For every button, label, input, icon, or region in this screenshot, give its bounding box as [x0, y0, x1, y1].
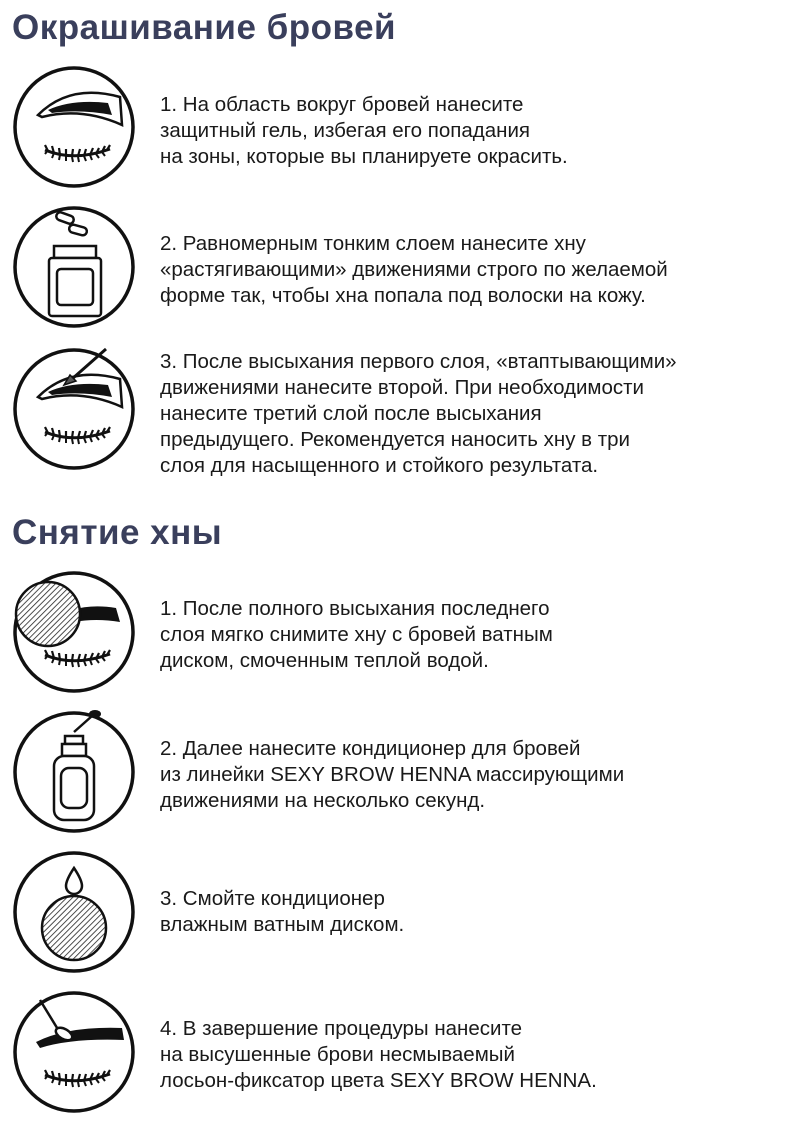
fixer-eyebrow-icon [12, 990, 136, 1114]
water-drop-cotton-pad-icon [12, 850, 136, 974]
section-title-removal: Снятие хны [12, 513, 223, 552]
coloring-step-2-text: 2. Равномерным тонким слоем нанесите хну «растягивающими» движениями строго по желаемой форме так, чтобы хна попала под волоски на кожу. [160, 232, 668, 307]
coloring-step-1-text: 1. На область вокруг бровей нанесите защитный гель, избегая его попадания на зоны, которые вы планируете окрасить. [160, 93, 568, 168]
removal-step-1-text: 1. После полного высыхания последнего слоя мягко снимите хну с бровей ватным диском, смоченным теплой водой. [160, 597, 553, 672]
coloring-step-3-text: 3. После высыхания первого слоя, «втаптывающими» движениями нанесите второй. При необходимости нанесите третий слой после высыхания предыдущего. Рекомендуется наносить хну в три слоя для насыщенного и стойкого результата. [160, 350, 677, 477]
removal-step-3-text: 3. Смойте кондиционер влажным ватным диском. [160, 887, 405, 936]
brush-eyebrow-icon [12, 347, 136, 471]
removal-step-4-text: 4. В завершение процедуры нанесите на высушенные брови несмываемый лосьон-фиксатор цвета SEXY BROW HENNA. [160, 1017, 597, 1092]
henna-jar-capsules-icon [12, 205, 136, 329]
cotton-pad-eyebrow-icon [12, 570, 136, 694]
conditioner-bottle-icon [12, 710, 136, 834]
removal-step-2-text: 2. Далее нанесите кондиционер для бровей из линейки SEXY BROW HENNA массирующими движениями на несколько секунд. [160, 737, 625, 812]
section-title-coloring: Окрашивание бровей [12, 8, 397, 47]
eyebrow-eye-icon [12, 65, 136, 189]
